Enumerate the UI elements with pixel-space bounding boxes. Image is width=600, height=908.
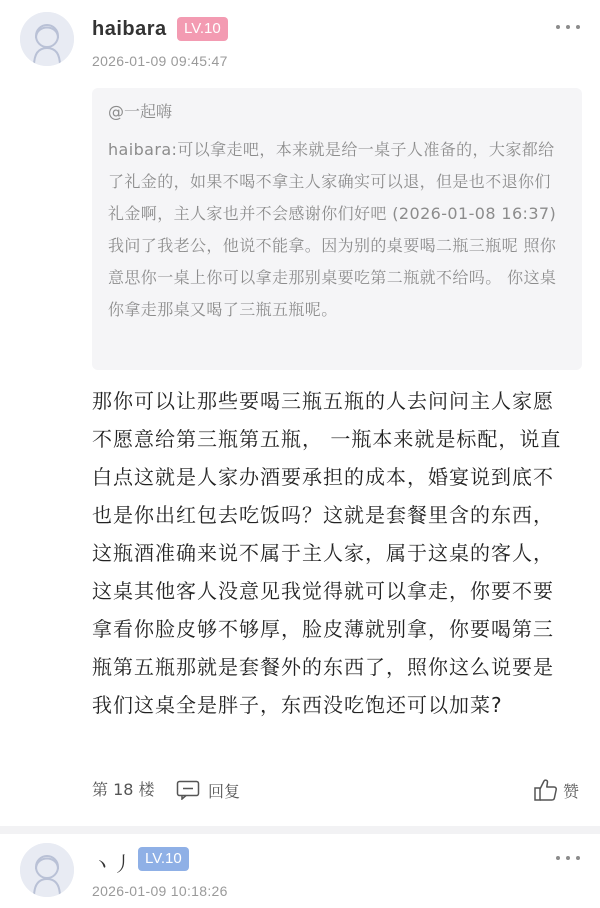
thumbs-up-icon — [533, 777, 559, 803]
default-avatar-icon — [20, 843, 74, 897]
post-content: 那你可以让那些要喝三瓶五瓶的人去问问主人家愿不愿意给第三瓶第五瓶， 一瓶本来就是标配，说直白点这就是人家办酒要承担的成本，婚宴说到底不也是你出红包去吃饭吗？这就是套餐里含的东西，这瓶酒准确来说不属于主人家，属于这桌的客人，这桌其他客人没意见我觉得就可以拿走，你要不要拿看你脸皮够不够厚，脸皮薄就别拿，你要喝第三瓶第五瓶那就是套餐外的东西了，照你这么说要是我们这桌全是胖子，东西没吃饱还可以加菜? — [92, 389, 562, 717]
post-divider — [0, 826, 600, 834]
quote-mention[interactable]: @一起嗨 — [108, 102, 173, 121]
user-avatar[interactable] — [20, 12, 74, 66]
post-timestamp: 2026-01-09 09:45:47 — [92, 53, 228, 69]
level-badge: LV.10 — [177, 17, 228, 41]
default-avatar-icon — [20, 12, 74, 66]
like-label: 赞 — [563, 781, 580, 801]
like-button[interactable] — [533, 776, 579, 804]
username[interactable]: haibara — [92, 18, 167, 40]
comment-icon — [176, 780, 200, 800]
more-dots-icon[interactable] — [556, 854, 580, 862]
floor-number: 第 18 楼 — [92, 780, 155, 799]
post-timestamp: 2026-01-09 10:18:26 — [92, 883, 228, 899]
reply-label: 回复 — [208, 781, 241, 801]
quote-text: haibara:可以拿走吧，本来就是给一桌子人准备的，大家都给了礼金的，如果不喝不拿主人家确实可以退，但是也不退你们礼金啊，主人家也并不会感谢你们好吧 (2026-01-08 16:37) 我问了我老公，他说不能拿。因为别的桌要喝二瓶三瓶呢 照你意思你一桌上你可以拿走那别桌要吃第二瓶就不给吗。 你这桌你拿走那桌又喝了三瓶五瓶呢。 — [108, 140, 557, 319]
more-dots-icon[interactable] — [556, 23, 580, 31]
user-avatar[interactable] — [20, 843, 74, 897]
reply-button[interactable] — [176, 779, 240, 801]
username[interactable]: ヽ丿 — [92, 854, 133, 876]
quoted-reply — [92, 88, 582, 370]
level-badge: LV.10 — [138, 847, 189, 871]
